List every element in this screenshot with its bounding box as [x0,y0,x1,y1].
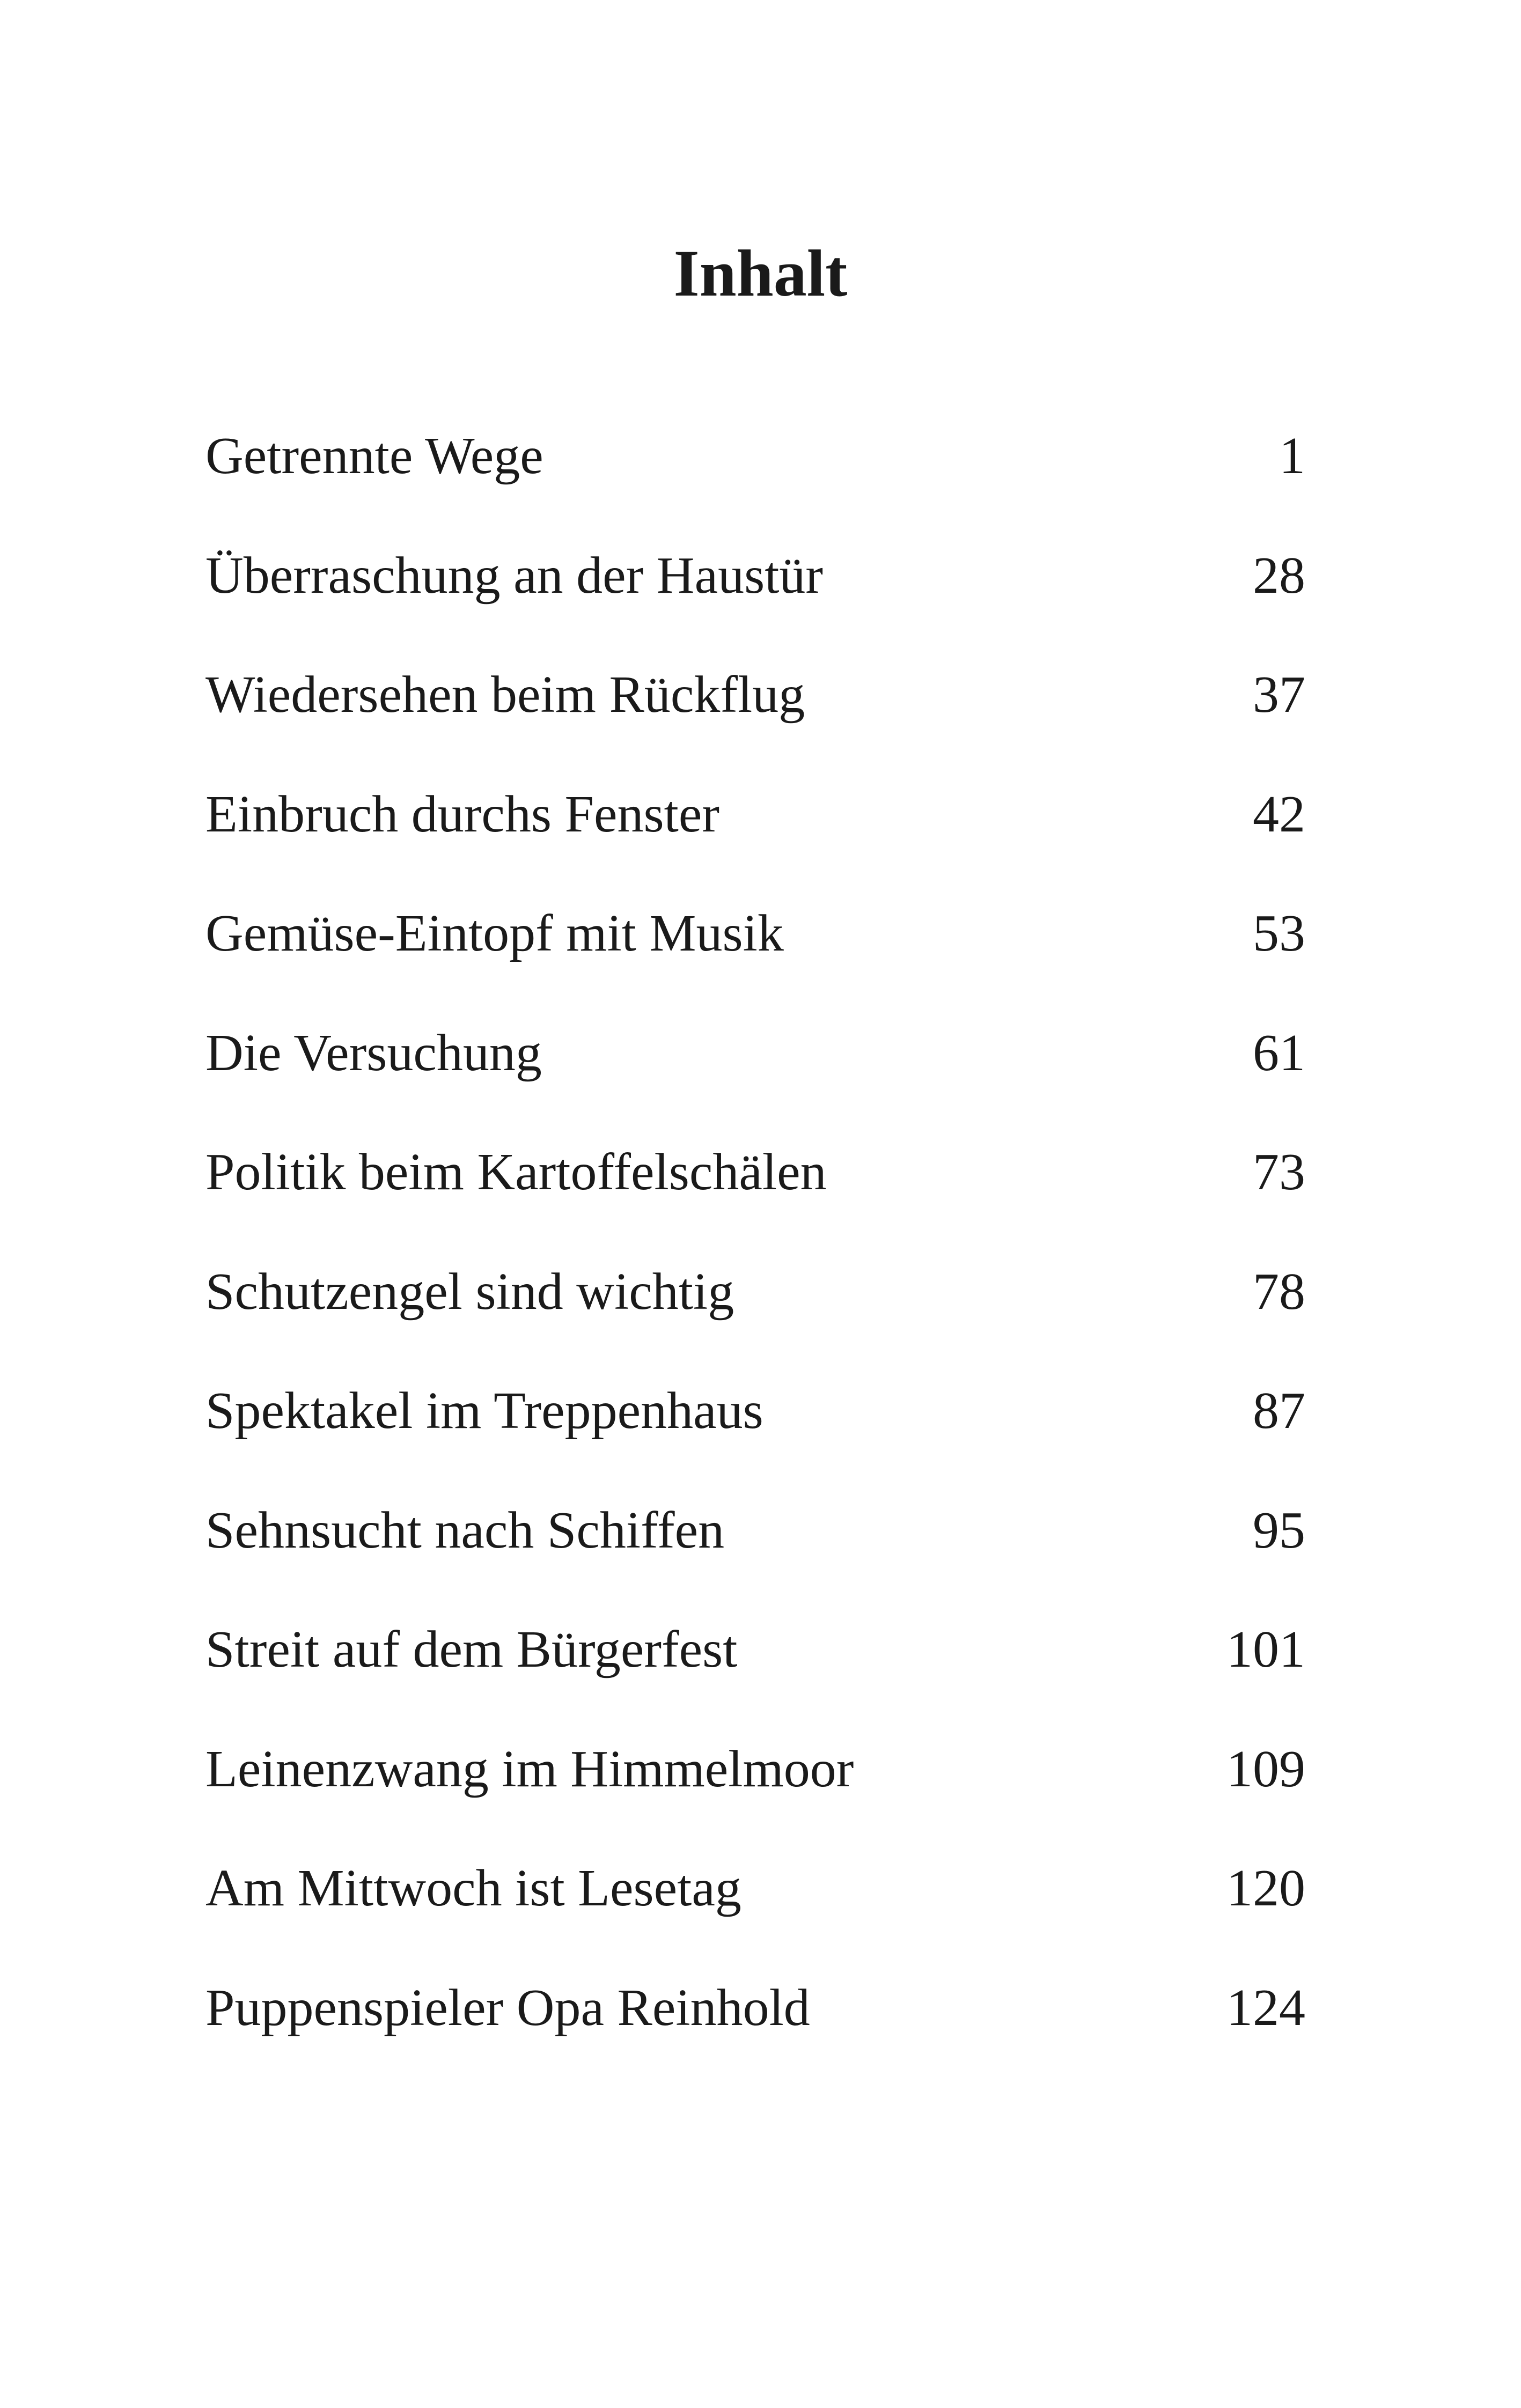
toc-entry [205,652,1305,771]
toc-entry-page-number: 95 [1253,1501,1305,1559]
toc-entry-page-number: 28 [1253,546,1305,605]
toc-entry-title: Spektakel im Treppenhaus [205,1382,763,1440]
toc-entry-title: Schutzengel sind wichtig [205,1262,734,1321]
toc-entry-page-number: 78 [1253,1262,1305,1321]
toc-entry-title: Die Versuchung [205,1023,542,1082]
toc-entry [205,413,1305,533]
toc-entry [205,890,1305,1010]
toc-entry [205,533,1305,652]
toc-entry [205,1607,1305,1726]
toc-entry-title: Leinenzwang im Himmelmoor [205,1740,854,1798]
toc-entry-title: Einbruch durchs Fenster [205,785,719,843]
toc-entry [205,1845,1305,1965]
toc-entry-page-number: 120 [1226,1859,1305,1917]
toc-entry-page-number: 124 [1226,1978,1305,2037]
toc-entry-page-number: 37 [1253,666,1305,724]
page-title: Inhalt [673,237,848,310]
toc-entry-page-number: 109 [1226,1740,1305,1798]
toc-entry-page-number: 53 [1253,904,1305,962]
toc-entry [205,1129,1305,1249]
toc-entry [205,1010,1305,1130]
toc-entry-title: Wiedersehen beim Rückflug [205,666,805,724]
toc-entry-title: Puppenspieler Opa Reinhold [205,1978,810,2037]
toc-entry-title: Politik beim Kartoffelschälen [205,1143,827,1201]
toc-entry [205,1249,1305,1368]
table-of-contents [205,413,1305,2084]
toc-entry [205,1368,1305,1487]
toc-entry [205,1726,1305,1846]
toc-entry-title: Getrennte Wege [205,427,543,485]
toc-entry [205,771,1305,891]
toc-entry-page-number: 61 [1253,1023,1305,1082]
toc-entry-page-number: 42 [1253,785,1305,843]
toc-entry-title: Streit auf dem Bürgerfest [205,1621,738,1678]
toc-entry-title: Sehnsucht nach Schiffen [205,1501,725,1559]
toc-entry-title: Überraschung an der Haustür [205,546,824,605]
toc-entry-page-number: 101 [1226,1621,1305,1678]
toc-entry-page-number: 1 [1279,427,1305,485]
toc-entry-title: Gemüse-Eintopf mit Musik [205,904,784,962]
toc-entry [205,1487,1305,1607]
toc-entry-page-number: 73 [1253,1143,1305,1201]
toc-entry-page-number: 87 [1253,1382,1305,1440]
toc-entry-title: Am Mittwoch ist Lesetag [205,1859,741,1917]
toc-entry [205,1965,1305,2085]
